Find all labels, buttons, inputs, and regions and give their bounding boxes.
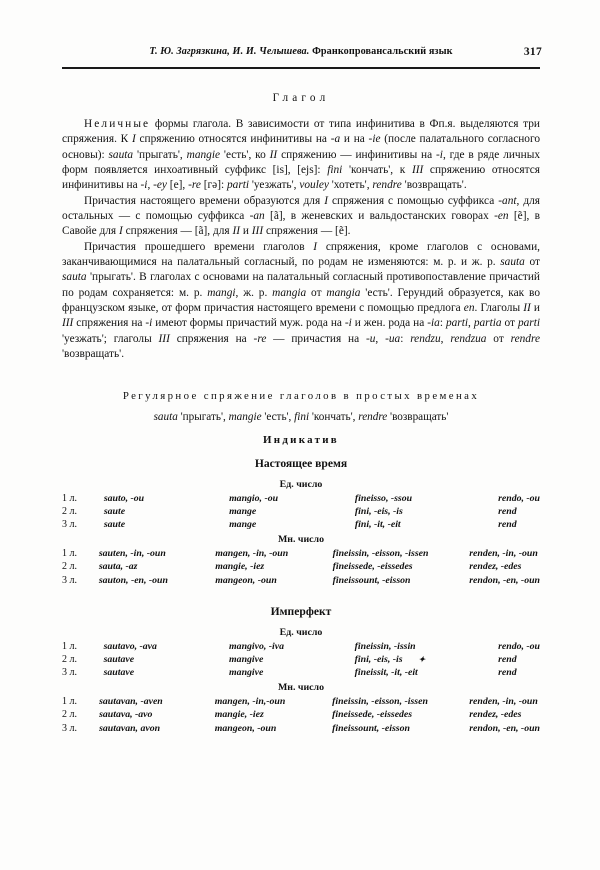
form-fini: fini, -it, -eit xyxy=(354,518,401,530)
latin-form: I xyxy=(131,133,136,146)
latin-form: I xyxy=(313,240,318,253)
verb-lemma: mangie xyxy=(228,410,262,423)
latin-form: rendzu xyxy=(410,332,441,345)
table-row xyxy=(62,695,540,708)
table-row xyxy=(62,640,540,653)
form-rendre: rendez, -edes xyxy=(469,709,522,721)
paragraph-1 xyxy=(62,117,540,194)
latin-form: -i xyxy=(436,148,443,161)
table-row xyxy=(62,505,540,518)
person-label: 3 л. xyxy=(62,518,77,530)
table-row xyxy=(62,518,540,531)
person-label: 1 л. xyxy=(62,492,77,504)
form-sauta: sauta, -az xyxy=(98,561,138,573)
latin-form: parti xyxy=(517,317,540,330)
mood-heading: Индикатив xyxy=(262,433,339,446)
form-sauta: sautavan, avon xyxy=(99,722,161,734)
form-mangie: mangio, -ou xyxy=(229,492,279,504)
form-rendre: renden, -in, -oun xyxy=(469,548,538,560)
latin-form: -ia xyxy=(427,317,440,330)
form-mangie: mangivo, -iva xyxy=(229,640,285,652)
person-label: 3 л. xyxy=(62,574,77,586)
form-sauta: sautave xyxy=(103,667,135,679)
latin-form: III xyxy=(251,225,264,238)
conjugation-block xyxy=(62,390,540,735)
latin-form: -i xyxy=(344,317,352,330)
number-label-singular-imperfect: Ед. число xyxy=(279,626,323,638)
running-head-title: Франкопровансальский язык xyxy=(312,46,453,57)
form-rendre: rendo, -ou xyxy=(498,640,540,652)
conjugation-verbs: sauta 'прыгать', mangie 'есть', fini 'кончать', rendre 'возвращать' xyxy=(153,410,449,423)
person-label: 2 л. xyxy=(62,653,77,665)
latin-form: mangi xyxy=(207,286,236,299)
latin-form: I xyxy=(118,225,123,238)
form-rendre: rend xyxy=(498,505,517,517)
header-rule xyxy=(62,67,540,69)
latin-form: III xyxy=(158,332,170,345)
paragraph-1-text: формы глагола. В зависимости от типа инфинитива в Фп.я. выделяются три спряжения. К I спряжению относятся инфинитивы на -a и на -ie (после палатального согласного основы): sauta 'прыгать', mangie 'есть', ко II спряжению — инфинитивы на -i, где в ряде личных форм появляется инхоативный суффикс [is], [ejs]: fini 'кончать', к III спряжению относятся инфинитивы на -i, -ey [e], -re [гə]: parti 'уезжать', vouley 'хотеть', rendre 'возвращать'. xyxy=(62,118,541,192)
table-row xyxy=(62,653,540,666)
form-rendre: rendon, -en, -oun xyxy=(469,574,540,586)
latin-form: II xyxy=(232,225,241,238)
form-rendre: renden, -in, -oun xyxy=(469,696,538,708)
form-rendre: rendon, -en, -oun xyxy=(469,722,540,734)
table-row xyxy=(62,722,540,735)
conjugation-title: Регулярное спряжение глаголов в простых временах xyxy=(122,389,480,402)
form-fini-text: fini, -eis, -is xyxy=(354,653,403,665)
person-label: 3 л. xyxy=(62,667,77,679)
latin-form: sauta xyxy=(108,148,134,161)
form-mangie: mange xyxy=(229,505,257,517)
table-present-singular xyxy=(62,492,540,532)
latin-form: I xyxy=(324,194,328,207)
latin-form: -re xyxy=(253,332,267,345)
verb-lemma: rendre xyxy=(358,410,388,423)
form-fini xyxy=(355,653,498,666)
latin-form: -ant xyxy=(498,194,517,207)
form-fini: fineissede, -eissedes xyxy=(332,561,413,573)
form-sauta: sauton, -en, -oun xyxy=(98,574,168,586)
table-row xyxy=(62,560,540,573)
form-mangie: mange xyxy=(229,518,257,530)
latin-form: III xyxy=(62,317,74,330)
form-mangie: mangeon, -oun xyxy=(215,574,277,586)
form-sauta: saute xyxy=(103,518,126,530)
latin-form: parti xyxy=(445,317,469,330)
latin-form: sauta xyxy=(62,271,87,284)
verb-lemma: fini xyxy=(294,410,310,423)
latin-form: rendre xyxy=(372,179,402,192)
table-row xyxy=(62,492,540,505)
latin-form: -ie xyxy=(368,133,381,146)
form-mangie: mangeon, -oun xyxy=(214,722,277,734)
number-label-plural-present: Мн. число xyxy=(277,534,325,546)
verb-lemma: sauta xyxy=(153,410,178,423)
number-label-plural-imperfect: Мн. число xyxy=(277,682,325,694)
table-imperfect-singular xyxy=(62,640,540,680)
form-fini: fineisso, -ssou xyxy=(354,492,413,504)
form-fini: fineissin, -eisson, -issen xyxy=(332,696,428,708)
latin-form: sauta xyxy=(500,256,525,269)
latin-form: partia xyxy=(473,317,502,330)
form-fini: fineissin, -issin xyxy=(354,640,416,652)
section-heading: Глагол xyxy=(272,92,330,104)
table-row xyxy=(62,708,540,721)
tense-heading-present: Настоящее время xyxy=(254,456,348,470)
form-fini: fineissede, -eissedes xyxy=(332,709,413,721)
paragraph-2: Причастия настоящего времени образуются для I спряжения с помощью суффикса -ant, для остальных — с помощью суффикса -an [ã], в женевских и вальдостанских говорах -en [ẽ], в Савойе для I спряжения — [ã], для II и III спряжения — [ẽ]. xyxy=(62,194,541,238)
form-rendre: rend xyxy=(498,518,517,530)
form-fini: fineissit, -it, -eit xyxy=(354,667,418,679)
tense-heading-imperfect: Имперфект xyxy=(270,604,332,618)
latin-form: -ua xyxy=(385,332,401,345)
latin-form: -ey xyxy=(153,179,167,192)
latin-form: II xyxy=(523,302,531,315)
form-fini: fineissin, -eisson, -issen xyxy=(332,548,429,560)
form-sauta: sautavan, -aven xyxy=(99,696,163,708)
form-sauta: sautavo, -ava xyxy=(103,640,157,652)
form-fini: fineissount, -eisson xyxy=(332,722,410,734)
latin-form: III xyxy=(411,164,424,177)
table-present-plural xyxy=(62,547,540,587)
latin-form: mangia xyxy=(272,286,307,299)
person-label: 1 л. xyxy=(62,640,77,652)
latin-form: -u xyxy=(365,332,376,345)
paragraph-3: Причастия прошедшего времени глаголов I спряжения, кроме глаголов с основами, заканчивающимися на палатальный согласный, по родам не изменяются: м. р. и ж. р. sauta от sauta 'прыгать'. В глаголах с основами на палатальный согласный противопоставление причастий по родам сохраняется: м. р. mangi, ж. р. mangia от mangia 'есть'. Герундий образуется, как во французском языке, от форм причастия настоящего времени с помощью предлога en. Глаголы II и III спряжения на -i имеют формы причастий муж. рода на -i и жен. рода на -ia: parti, partia от parti 'уезжать'; глаголы III спряжения на -re — причастия на -u, -ua: rendzu, rendzua от rendre 'возвращать'. xyxy=(62,240,541,361)
latin-form: -i xyxy=(145,317,153,330)
number-label-singular-present: Ед. число xyxy=(279,478,323,490)
form-rendre: rend xyxy=(498,667,517,679)
latin-form: -i xyxy=(140,179,148,192)
latin-form: fini xyxy=(327,164,343,177)
form-mangie: mangen, -in, -oun xyxy=(215,548,289,560)
person-label: 3 л. xyxy=(62,722,77,734)
latin-form: mangia xyxy=(326,286,361,299)
latin-form: -en xyxy=(494,210,509,223)
form-sauta: sautave xyxy=(103,653,135,665)
table-row xyxy=(62,573,540,586)
form-fini: fineissount, -eisson xyxy=(332,574,411,586)
table-row xyxy=(62,666,540,679)
tense-spacer xyxy=(62,587,540,599)
form-sauta: saute xyxy=(103,505,126,517)
form-rendre: rendez, -edes xyxy=(469,561,522,573)
form-sauta: sauto, -ou xyxy=(103,492,145,504)
form-mangie: mangie, -iez xyxy=(214,709,264,721)
latin-form: en xyxy=(463,302,475,315)
page-number: 317 xyxy=(523,46,542,58)
person-label: 2 л. xyxy=(62,561,77,573)
running-head-authors: Т. Ю. Загрязкина, И. И. Челышева. xyxy=(149,46,310,57)
form-rendre: rend xyxy=(498,653,517,665)
latin-form: mangie xyxy=(186,148,221,161)
person-label: 1 л. xyxy=(62,548,77,560)
form-rendre: rendo, -ou xyxy=(498,492,540,504)
person-label: 2 л. xyxy=(62,709,77,721)
table-row xyxy=(62,547,540,560)
person-label: 1 л. xyxy=(62,696,77,708)
form-mangie: mangen, -in,-oun xyxy=(214,696,286,708)
table-imperfect-plural xyxy=(62,695,540,735)
person-label: 2 л. xyxy=(62,505,77,517)
latin-form: -re xyxy=(188,179,201,192)
latin-form: II xyxy=(269,148,278,161)
form-sauta: sauten, -in, -oun xyxy=(98,548,166,560)
form-mangie: mangive xyxy=(229,653,264,665)
paragraph-1-lead: Неличные xyxy=(84,118,151,130)
latin-form: vouley xyxy=(299,179,329,192)
latin-form: -an xyxy=(249,210,265,223)
running-head xyxy=(62,46,540,62)
latin-form: -a xyxy=(330,133,341,146)
latin-form: rendre xyxy=(510,332,541,345)
form-mangie: mangie, -iez xyxy=(215,561,265,573)
scan-artifact-mark: ✦ xyxy=(418,655,426,665)
latin-form: rendzua xyxy=(450,332,487,345)
form-fini: fini, -eis, -is xyxy=(354,505,403,517)
latin-form: parti xyxy=(226,179,250,192)
form-sauta: sautava, -avo xyxy=(99,709,153,721)
form-mangie: mangive xyxy=(229,667,264,679)
